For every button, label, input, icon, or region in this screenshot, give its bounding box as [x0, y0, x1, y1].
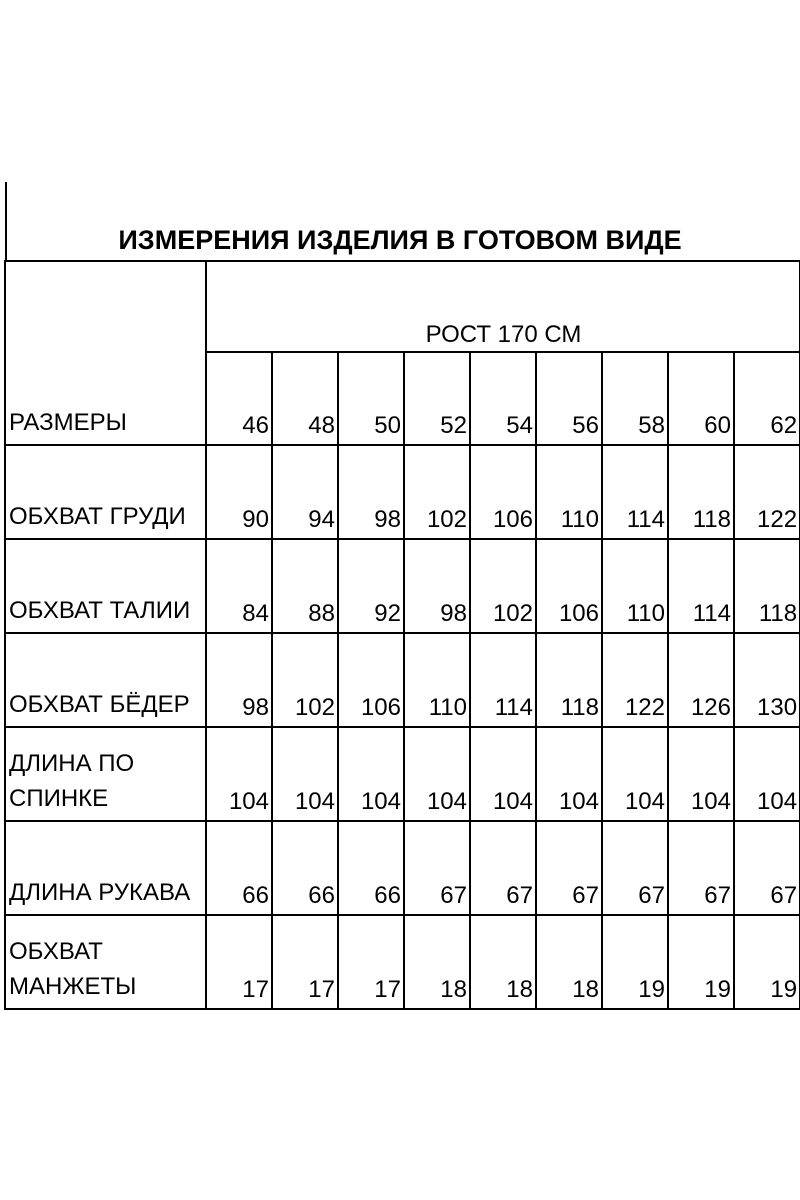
table-cell: 88 [272, 539, 338, 633]
row-label: ОБХВАТ БЁДЕР [5, 633, 206, 727]
table-row-chest [5, 445, 800, 539]
table-cell: 18 [470, 915, 536, 1009]
table-row-back-length [5, 727, 800, 821]
table-cell: 104 [734, 727, 800, 821]
table-cell: 67 [470, 821, 536, 915]
table-cell: 104 [536, 727, 602, 821]
table-cell: 19 [668, 915, 734, 1009]
table-cell: 104 [272, 727, 338, 821]
row-label-line: СПИНКЕ [9, 785, 109, 812]
table-cell: 56 [536, 352, 602, 445]
table-cell: 67 [602, 821, 668, 915]
row-label: ОБХВАТ ГРУДИ [5, 445, 206, 539]
table-cell: 19 [734, 915, 800, 1009]
table-cell: 67 [734, 821, 800, 915]
table-cell: 17 [272, 915, 338, 1009]
table-cell: 106 [338, 633, 404, 727]
table-cell: 118 [734, 539, 800, 633]
table-cell: 98 [404, 539, 470, 633]
table-cell: 84 [206, 539, 272, 633]
table-cell: 104 [206, 727, 272, 821]
table-cell: 18 [536, 915, 602, 1009]
table-cell: 18 [404, 915, 470, 1009]
row-label-line: ДЛИНА ПО [9, 750, 135, 777]
table-cell: 102 [404, 445, 470, 539]
table-cell: 17 [206, 915, 272, 1009]
table-cell: 114 [602, 445, 668, 539]
table-cell: 19 [602, 915, 668, 1009]
table-cell: 60 [668, 352, 734, 445]
table-cell: 104 [470, 727, 536, 821]
size-table [4, 260, 800, 1010]
table-cell: 62 [734, 352, 800, 445]
table-cell: 106 [470, 445, 536, 539]
table-cell: 114 [668, 539, 734, 633]
table-row-sleeve-length [5, 821, 800, 915]
table-row-hips [5, 633, 800, 727]
table-cell: 90 [206, 445, 272, 539]
table-cell: 102 [272, 633, 338, 727]
table-cell: 66 [206, 821, 272, 915]
table-cell: 94 [272, 445, 338, 539]
table-row-cuff [5, 915, 800, 1009]
height-header: РОСТ 170 СМ [206, 261, 800, 352]
table-cell: 110 [536, 445, 602, 539]
table-cell: 118 [668, 445, 734, 539]
table-cell: 46 [206, 352, 272, 445]
table-cell: 110 [602, 539, 668, 633]
table-cell: 104 [338, 727, 404, 821]
page-title: ИЗМЕРЕНИЯ ИЗДЕЛИЯ В ГОТОВОМ ВИДЕ [118, 225, 682, 255]
table-row-waist [5, 539, 800, 633]
table-cell: 104 [668, 727, 734, 821]
table-cell: 118 [536, 633, 602, 727]
table-cell: 110 [404, 633, 470, 727]
row-label-sizes: РАЗМЕРЫ [5, 261, 206, 445]
table-cell: 52 [404, 352, 470, 445]
table-cell: 54 [470, 352, 536, 445]
table-cell: 67 [668, 821, 734, 915]
table-cell: 58 [602, 352, 668, 445]
row-label-line: ОБХВАТ [9, 938, 103, 965]
table-cell: 122 [602, 633, 668, 727]
table-cell: 104 [404, 727, 470, 821]
table-cell: 17 [338, 915, 404, 1009]
table-cell: 98 [206, 633, 272, 727]
row-label [5, 727, 206, 821]
table-cell: 114 [470, 633, 536, 727]
table-cell: 102 [470, 539, 536, 633]
table-cell: 98 [338, 445, 404, 539]
table-cell: 130 [734, 633, 800, 727]
table-cell: 50 [338, 352, 404, 445]
table-cell: 66 [338, 821, 404, 915]
table-cell: 104 [602, 727, 668, 821]
row-label: ДЛИНА РУКАВА [5, 821, 206, 915]
table-cell: 122 [734, 445, 800, 539]
table-cell: 48 [272, 352, 338, 445]
table-cell: 106 [536, 539, 602, 633]
table-cell: 126 [668, 633, 734, 727]
row-label-line: МАНЖЕТЫ [9, 973, 137, 1000]
table-cell: 67 [536, 821, 602, 915]
row-label [5, 915, 206, 1009]
table-cell: 67 [404, 821, 470, 915]
row-label: ОБХВАТ ТАЛИИ [5, 539, 206, 633]
table-cell: 92 [338, 539, 404, 633]
height-header-row [5, 261, 800, 352]
table-cell: 66 [272, 821, 338, 915]
